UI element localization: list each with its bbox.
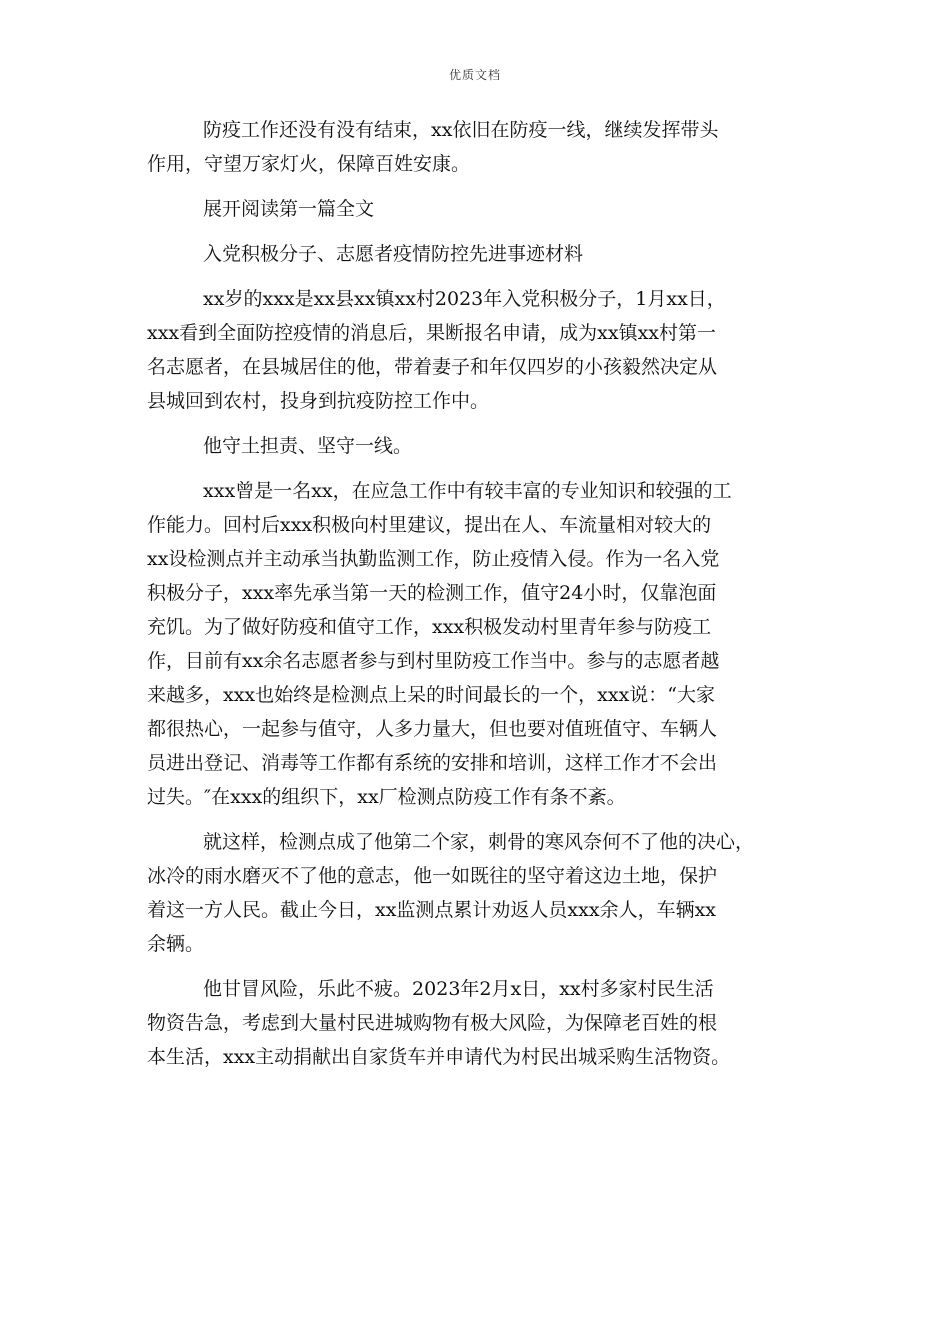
text-line: 作用，守望万家灯火，保障百姓安康。 — [147, 153, 471, 175]
text-line: 名志愿者，在县城居住的他，带着妻子和年仅四岁的小孩毅然决定从 — [147, 356, 718, 378]
text-line: 都很热心，一起参与值守，人多力量大，但也要对值班值守、车辆人 — [147, 718, 718, 740]
paragraph-8 — [147, 972, 807, 1074]
paragraph-5 — [147, 429, 807, 463]
page-header: 优质文档 — [448, 68, 501, 82]
document-body — [147, 113, 807, 1085]
paragraph-3-heading — [147, 237, 807, 271]
text-line: xx岁的xxx是xx县xx镇xx村2023年入党积极分子，1月xx日， — [203, 288, 726, 310]
text-line: xxx看到全面防控疫情的消息后，果断报名申请，成为xx镇xx村第一 — [147, 322, 717, 344]
text-line: 余辆。 — [147, 933, 205, 955]
paragraph-7 — [147, 825, 807, 961]
text-line: 防疫工作还没有没有结束，xx依旧在防疫一线，继续发挥带头 — [203, 119, 719, 141]
text-line: 冰冷的雨水磨灭不了他的意志，他一如既往的坚守着这边土地，保护 — [147, 865, 718, 887]
text-line: 作，目前有xx余名志愿者参与到村里防疫工作当中。参与的志愿者越 — [147, 650, 720, 672]
text-line: xx设检测点并主动承当执勤监测工作，防止疫情入侵。作为一名入党 — [147, 548, 720, 570]
text-line: 入党积极分子、志愿者疫情防控先进事迹材料 — [203, 243, 584, 265]
text-line: 就这样，检测点成了他第二个家，刺骨的寒风奈何不了他的决心， — [203, 831, 755, 853]
text-line: 他甘冒风险，乐此不疲。2023年2月x日，xx村多家村民生活 — [203, 978, 714, 1000]
paragraph-1 — [147, 113, 807, 181]
text-line: 物资告急，考虑到大量村民进城购物有极大风险，为保障老百姓的根 — [147, 1012, 718, 1034]
text-line: 展开阅读第一篇全文 — [203, 198, 375, 220]
paragraph-4 — [147, 282, 807, 418]
text-line: 着这一方人民。截止今日，xx监测点累计劝返人员xxx余人，车辆xx — [147, 899, 717, 921]
text-line: 员进出登记、消毒等工作都有系统的安排和培训，这样工作才不会出 — [147, 752, 718, 774]
paragraph-6 — [147, 474, 807, 814]
paragraph-2 — [147, 192, 807, 226]
text-line: 来越多，xxx也始终是检测点上呆的时间最长的一个，xxx说：“大家 — [147, 684, 716, 706]
text-line: 作能力。回村后xxx积极向村里建议，提出在人、车流量相对较大的 — [147, 514, 712, 536]
text-line: xxx曾是一名xx，在应急工作中有较丰富的专业知识和较强的工 — [203, 480, 732, 502]
text-line: 充饥。为了做好防疫和值守工作，xxx积极发动村里青年参与防疫工 — [147, 616, 712, 638]
text-line: 本生活，xxx主动捐献出自家货车并申请代为村民出城采购生活物资。 — [147, 1046, 731, 1068]
text-line: 他守土担责、坚守一线。 — [203, 435, 413, 457]
text-line: 过失。″在xxx的组织下，xx厂检测点防疫工作有条不紊。 — [147, 786, 626, 808]
text-line: 积极分子，xxx率先承当第一天的检测工作，值守24小时，仅靠泡面 — [147, 582, 717, 604]
text-line: 县城回到农村，投身到抗疫防控工作中。 — [147, 390, 490, 412]
